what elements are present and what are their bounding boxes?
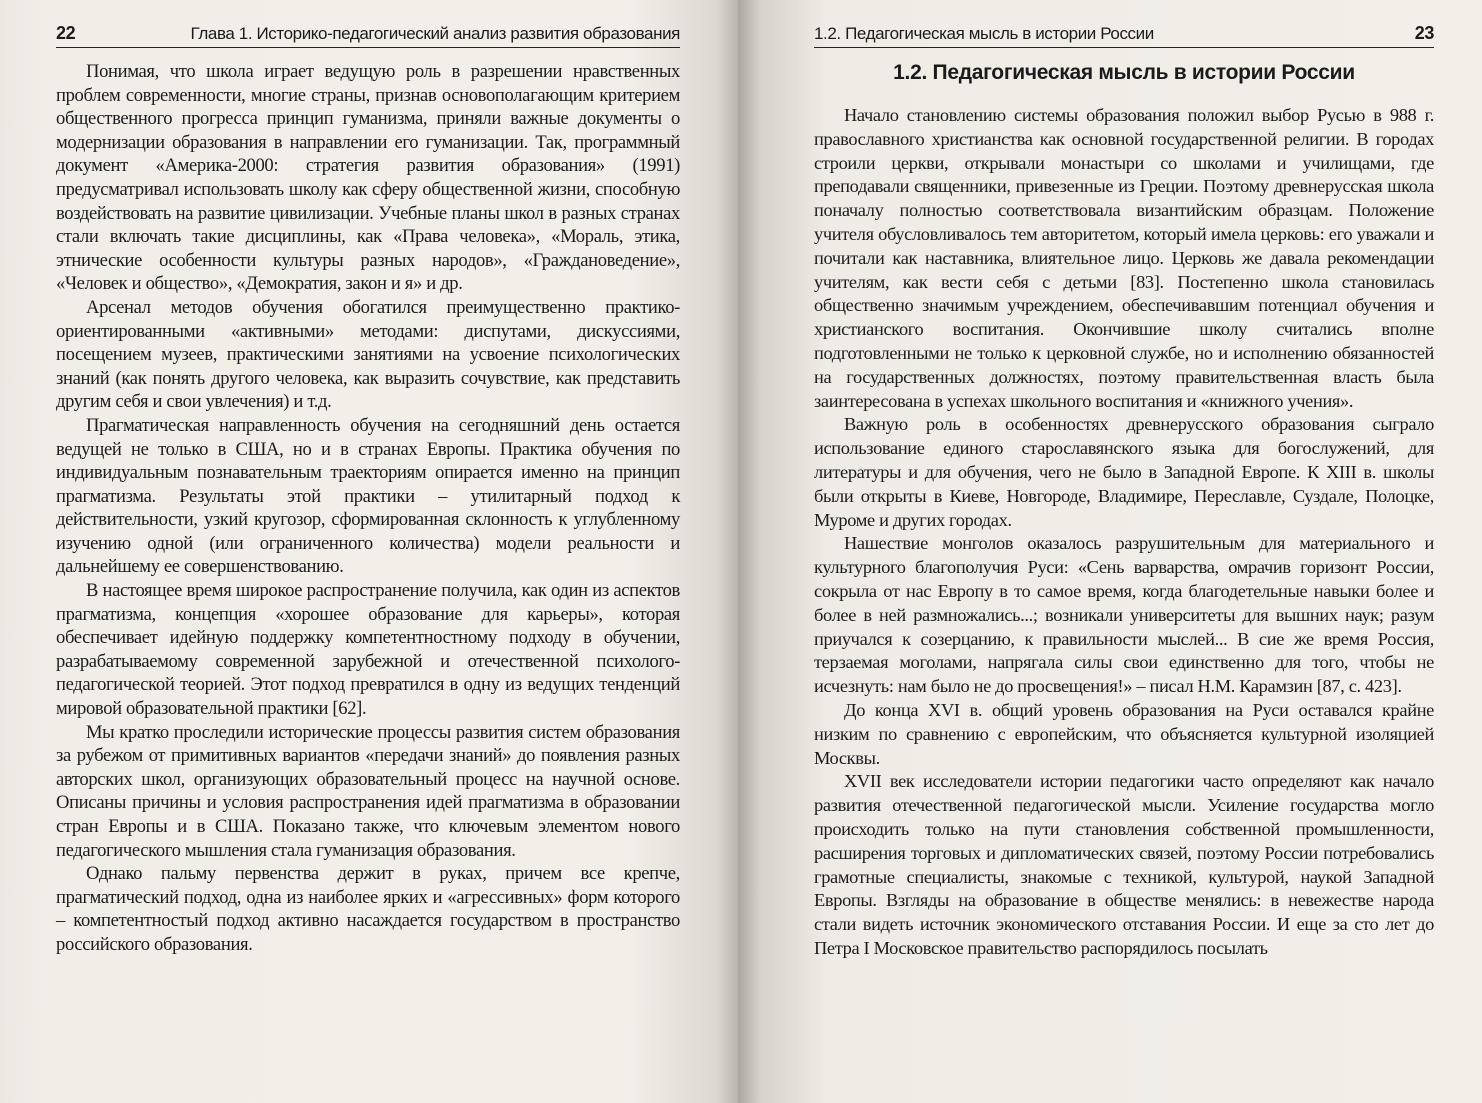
right-page [738, 0, 1482, 1103]
paragraph: Начало становлению системы образования положил выбор Русью в 988 г. православного христианства как основной государственной религии. В городах строили церкви, открывали монастыри со школами и училищами, где преподавали священники, привезенные из Греции. Поэтому древнерусская школа поначалу полностью соответствовала византийским образцам. Положение учителя обусловливалось тем авторитетом, который имела церковь: его уважали и почитали как наставника, влиятельное лицо. Церковь же давала рекомендации учителям, как вести себя с детьми [83]. Постепенно школа становилась общественно значимым учреждением, обеспечивавшим потенциал обучения и христианского воспитания. Окончившие школу считались вполне подготовленными не только к церковной службе, но и исполнению обязанностей на государственных должностях, поэтому правительственная власть была заинтересована в успехах школьного воспитания и «книжного учения». [814, 105, 1434, 411]
paragraph: Арсенал методов обучения обогатился преимущественно практико-ориентированными «активными» методами: диспутами, дискуссиями, посещением музеев, практическими занятиями на усвоение психологических знаний (как понять другого человека, как выразить сочувствие, как представить другим себя и свои увлечения) и т.д. [56, 296, 680, 413]
paragraph: XVII век исследователи истории педагогики часто определяют как начало развития отечественной педагогической мысли. Усиление государства могло происходить только на пути становления собственной промышленности, расширения торговых и дипломатических связей, поэтому России потребовались грамотные специалисты, знакомые с техникой, культурой, наукой Западной Европы. Взгляды на образование в обществе менялись: в невежестве народа стали видеть источник экономического отставания России. И еще за сто лет до Петра I Московское правительство распорядилось посылать [814, 771, 1434, 958]
paragraph: Мы кратко проследили исторические процессы развития систем образования за рубежом от примитивных вариантов «передачи знаний» до появления разных авторских школ, организующих образовательный процесс на научной основе. Описаны причины и условия распространения идей прагматизма в образовании стран Европы и в США. Показано также, что ключевым элементом нового педагогического мышления стала гуманизация образования. [56, 721, 680, 861]
section-running-title: 1.2. Педагогическая мысль в истории России [814, 24, 1154, 43]
paragraph: Важную роль в особенностях древнерусского образования сыграло использование единого старославянского языка для богослужений, для литературы и для обучения, чего не было в Западной Европе. К XIII в. школы были открыты в Киеве, Новгороде, Владимире, Переславле, Суздале, Полоцке, Муроме и других городах. [814, 414, 1434, 530]
paragraph: Прагматическая направленность обучения на сегодняшний день остается ведущей не только в США, но и в странах Европы. Практика обучения по индивидуальным познавательным траекториям опирается именно на принцип прагматизма. Результаты этой практики – утилитарный подход к действительности, узкий кругозор, сформированная склонность к углубленному изучению одной (или ограниченного количества) модели реальности и дальнейшему ее совершенствованию. [56, 414, 680, 578]
page-number-left: 22 [56, 23, 76, 43]
chapter-title: Глава 1. Историко-педагогический анализ развития образования [190, 24, 680, 43]
paragraph: Однако пальму первенства держит в руках, причем все крепче, прагматический подход, одна из наиболее ярких и «агрессивных» форм которого – компетентностый подход активно насаждается государством в пространство российского образования. [56, 863, 680, 955]
left-body-text [56, 60, 680, 957]
left-running-head [56, 22, 680, 48]
paragraph: Нашествие монголов оказалось разрушительным для материального и культурного благополучия Руси: «Сень варварства, омрачив горизонт России, сокрыла от нас Европу в то самое время, когда благодетельные навыки более и более в ней размножались...; возникали университеты для вышних наук; разум приучался к созерцанию, к правильности мыслей... В сие же время Россия, терзаемая моголами, напрягала силы свои единственно для того, чтобы не исчезнуть: нам было не до просвещения!» – писал Н.М. Карамзин [87, с. 423]. [814, 533, 1434, 697]
section-heading: 1.2. Педагогическая мысль в истории России [893, 61, 1355, 84]
paragraph: До конца XVI в. общий уровень образования на Руси оставался крайне низким по сравнению с европейским, что объясняется культурной изоляцией Москвы. [814, 699, 1434, 768]
paragraph: В настоящее время широкое распространение получила, как один из аспектов прагматизма, концепция «хорошее образование для карьеры», которая обеспечивает идейную поддержку компетентностному подходу в обучении, разрабатываемому современной зарубежной и отечественной психолого-педагогической теорией. Этот подход превратился в одну из ведущих тенденций мировой образовательной практики [62]. [56, 580, 680, 720]
page-number-right: 23 [1414, 23, 1434, 43]
paragraph: Понимая, что школа играет ведущую роль в разрешении нравственных проблем современности, многие страны, признав основополагающим критерием общественного прогресса принцип гуманизма, приняли важные документы о модернизации образования в направлении его гуманизации. Так, программный документ «Америка-2000: стратегия развития образования» (1991) предусматривал использовать школу как сферу общественной жизни, способную воздействовать на развитие цивилизации. Учебные планы школ в разных странах стали включать такие дисциплины, как «Права человека», «Мораль, этика, этнические особенности культуры разных народов», «Граждановедение», «Человек и общество», «Демократия, закон и я» и др. [56, 61, 680, 295]
left-page [0, 0, 738, 1103]
right-body-text [814, 104, 1434, 961]
right-running-head [814, 22, 1434, 48]
